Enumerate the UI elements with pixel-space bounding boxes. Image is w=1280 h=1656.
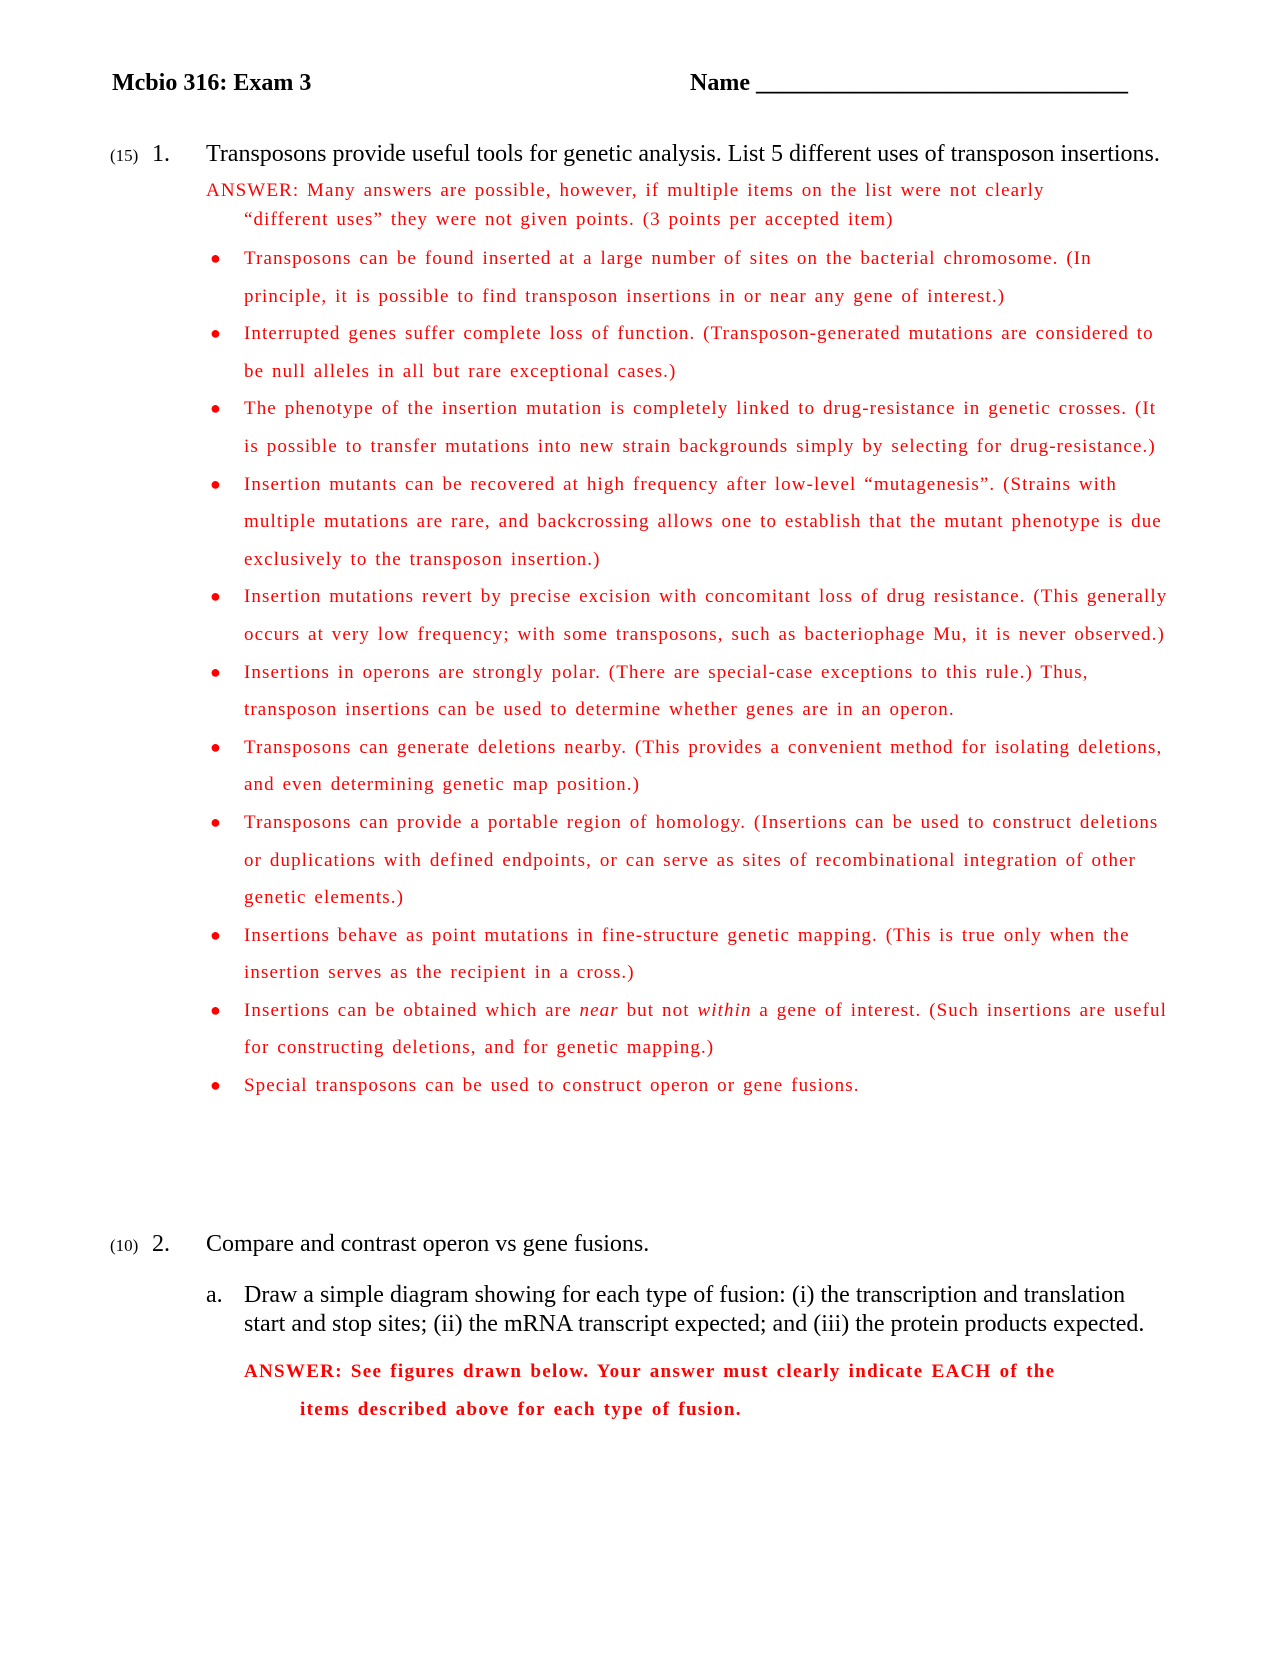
list-item	[110, 992, 1170, 1067]
question-1-text: Transposons provide useful tools for genetic analysis. List 5 different uses of transposon insertions.	[206, 141, 1160, 167]
question-2-answer	[244, 1353, 1170, 1428]
list-item	[110, 390, 1170, 465]
answer-intro-line-2: “different uses” they were not given points. (3 points per accepted item)	[244, 209, 894, 230]
list-item-text: Insertion mutations revert by precise excision with concomitant loss of drug resistance. (This generally occurs at very low frequency; with some transposons, such as bacteriophage Mu, it is never observed.)	[244, 586, 1168, 645]
list-item-text: Insertion mutants can be recovered at high frequency after low-level “mutagenesis”. (Strains with multiple mutations are rare, and backcrossing allows one to establish that the mutant phenotype is due exclusively to the transposon insertion.)	[244, 473, 1162, 570]
bullet-icon: ●	[210, 811, 222, 832]
question-1	[110, 140, 1170, 1105]
answer-intro-line-1: ANSWER: Many answers are possible, however, if multiple items on the list were not clearly	[206, 180, 1045, 201]
list-item	[110, 804, 1170, 917]
list-item-text: Transposons can be found inserted at a large number of sites on the bacterial chromosome. (In principle, it is possible to find transposon insertions in or near any gene of interest.)	[244, 248, 1092, 307]
bullet-icon: ●	[210, 248, 222, 268]
list-item-text: Transposons can generate deletions nearby. (This provides a convenient method for isolating deletions, and even determining genetic map position.)	[244, 736, 1163, 796]
bullet-icon: ●	[210, 398, 222, 419]
question-2a	[206, 1281, 1170, 1339]
bullet-icon: ●	[210, 924, 222, 945]
answer-line-1: ANSWER: See figures drawn below. Your answer must clearly indicate EACH of the	[244, 1361, 1056, 1382]
list-item	[110, 315, 1170, 390]
list-item-text: The phenotype of the insertion mutation is completely linked to drug-resistance in genetic crosses. (It is possible to transfer mutations into new strain backgrounds simply by selecting for drug-resistance.)	[244, 398, 1157, 457]
bullet-icon: ●	[210, 586, 222, 607]
list-item-text: Transposons can provide a portable region of homology. (Insertions can be used to construct deletions or duplications with defined endpoints, or can serve as sites of recombinational integration of other genetic elements.)	[244, 811, 1159, 909]
question-2-number: 2.	[152, 1231, 170, 1257]
list-item-text: Insertions in operons are strongly polar. (There are special-case exceptions to this rule.) Thus, transposon insertions can be used to determine whether genes are in an operon.	[244, 661, 1089, 721]
list-item	[110, 729, 1170, 804]
exam-title: Mcbio 316: Exam 3	[112, 70, 312, 96]
list-item	[110, 466, 1170, 579]
list-item-text: Insertions behave as point mutations in fine-structure genetic mapping. (This is true only when the insertion serves as the recipient in a cross.)	[244, 924, 1130, 984]
list-item	[110, 240, 1170, 315]
bullet-icon: ●	[210, 323, 222, 344]
bullet-icon: ●	[210, 999, 222, 1020]
name-field: Name _______________________________	[690, 70, 1128, 96]
bullet-icon: ●	[210, 661, 222, 682]
question-2-points: (10)	[110, 1236, 139, 1255]
answer-line-2: items described above for each type of fusion.	[300, 1398, 742, 1420]
question-2a-label: a.	[206, 1282, 223, 1308]
list-item-text: Interrupted genes suffer complete loss of function. (Transposon-generated mutations are considered to be null alleles in all but rare exceptional cases.)	[244, 323, 1154, 382]
question-2a-text: Draw a simple diagram showing for each type of fusion: (i) the transcription and translation start and stop sites; (ii) the mRNA transcript expected; and (iii) the protein products expected.	[244, 1282, 1145, 1337]
question-2-text: Compare and contrast operon vs gene fusions.	[206, 1231, 650, 1257]
list-item	[110, 917, 1170, 992]
bullet-icon: ●	[210, 736, 222, 757]
list-item-text: Insertions can be obtained which are near but not within a gene of interest. (Such insertions are useful for constructing deletions, and for genetic mapping.)	[244, 999, 1167, 1059]
bullet-icon: ●	[210, 1075, 222, 1096]
question-1-number: 1.	[152, 141, 170, 167]
emphasis-within: within	[697, 999, 752, 1021]
transposon-uses-list	[110, 240, 1170, 1105]
list-item-text: Special transposons can be used to construct operon or gene fusions.	[244, 1075, 860, 1097]
list-item	[110, 654, 1170, 729]
bullet-icon: ●	[210, 473, 222, 494]
question-1-points: (15)	[110, 146, 139, 165]
emphasis-near: near	[579, 999, 619, 1021]
question-2	[110, 1230, 1170, 1428]
question-1-answer-intro	[206, 176, 1170, 234]
list-item	[110, 1067, 1170, 1105]
list-item	[110, 578, 1170, 653]
